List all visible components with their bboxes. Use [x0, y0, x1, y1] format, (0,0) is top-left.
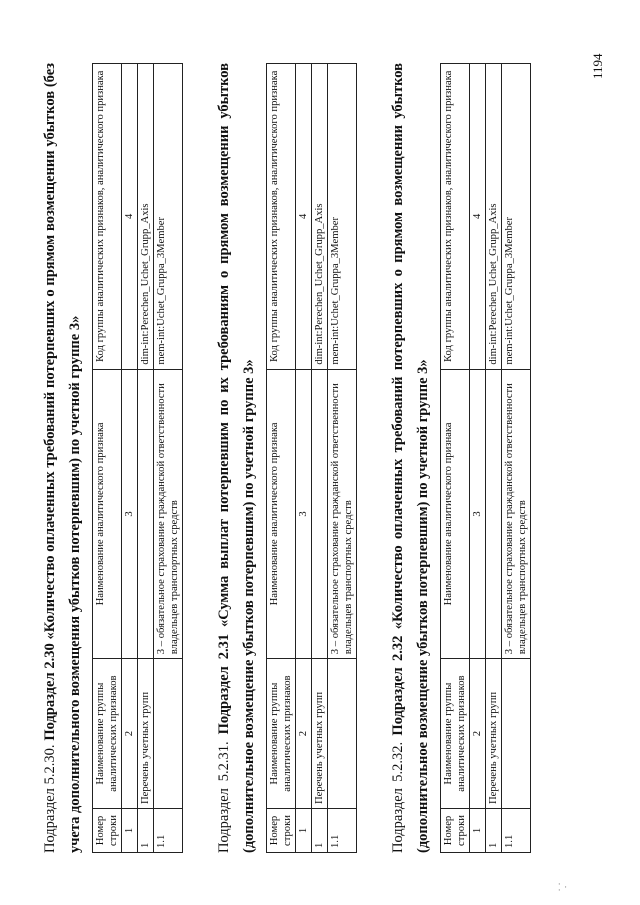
table-cell	[154, 659, 183, 809]
table-row	[486, 64, 502, 853]
table-row	[138, 64, 154, 853]
table-cell: 3 – обязательное страхование гражданской ответственности владельцев транспортных средств	[328, 369, 357, 659]
analytic-table	[92, 63, 183, 853]
table-header-row	[441, 64, 470, 853]
col-number: 3	[470, 369, 486, 659]
analytic-table	[440, 63, 531, 853]
table-cell	[328, 659, 357, 809]
table-cell: Перечень учетных групп	[138, 659, 154, 809]
col-number: 3	[296, 369, 312, 659]
header-cell: Номер строки	[267, 809, 296, 853]
col-number: 4	[296, 64, 312, 370]
table-cell: 1	[138, 809, 154, 853]
table-cell: Перечень учетных групп	[486, 659, 502, 809]
table-cell: 3 – обязательное страхование гражданской ответственности владельцев транспортных средств	[502, 369, 531, 659]
col-number: 3	[122, 369, 138, 659]
section-prefix: Подраздел 5.2.31.	[216, 741, 232, 853]
table-cell	[138, 369, 154, 659]
table-cell: 1.1	[502, 809, 531, 853]
table-cell: 1.1	[154, 809, 183, 853]
table-row	[502, 64, 531, 853]
table-row	[312, 64, 328, 853]
section-title: Подраздел 2.31 «Сумма выплат потерпевшим по их требованиям о прямом возмещении убытков (дополнительное возмещение убытков потерпевшим) по учетной группе 3»	[216, 63, 257, 853]
header-cell: Наименование аналитического признака	[93, 369, 122, 659]
table-cell: 3 – обязательное страхование гражданской ответственности владельцев транспортных средств	[154, 369, 183, 659]
table-cell	[502, 659, 531, 809]
col-number: 2	[470, 659, 486, 809]
table-cell: dim-int:Perechen_Uchet_Grupp_Axis	[312, 64, 328, 370]
header-cell: Наименование группы аналитических признаков	[441, 659, 470, 809]
column-number-row	[122, 64, 138, 853]
table-cell	[312, 369, 328, 659]
section-heading	[386, 63, 436, 853]
section-prefix: Подраздел 5.2.32.	[390, 741, 406, 853]
col-number: 1	[470, 809, 486, 853]
table-cell: mem-int:Uchet_Gruppa_3Member	[328, 64, 357, 370]
table-cell: dim-int:Perechen_Uchet_Grupp_Axis	[138, 64, 154, 370]
table-cell: 1	[312, 809, 328, 853]
header-cell: Наименование аналитического признака	[441, 369, 470, 659]
section-title: Подраздел 2.30 «Количество оплаченных требований потерпевших о прямом возмещении убытков (без учета дополнительного возмещения убытков потерпевшим) по учетной группе 3»	[42, 62, 83, 853]
table-cell: 1.1	[328, 809, 357, 853]
analytic-table	[266, 63, 357, 853]
section-5-2-32	[386, 63, 531, 853]
section-5-2-30	[38, 63, 183, 853]
section-title: Подраздел 2.32 «Количество оплаченных требований потерпевших о прямом возмещении убытков (дополнительное возмещение убытков потерпевшим) по учетной группе 3»	[390, 63, 431, 853]
table-row	[154, 64, 183, 853]
col-number: 2	[122, 659, 138, 809]
col-number: 4	[470, 64, 486, 370]
table-cell: dim-int:Perechen_Uchet_Grupp_Axis	[486, 64, 502, 370]
section-5-2-31	[212, 63, 357, 853]
table-cell: mem-int:Uchet_Gruppa_3Member	[154, 64, 183, 370]
section-heading	[212, 63, 262, 853]
section-prefix: Подраздел 5.2.30.	[42, 744, 58, 853]
header-cell: Наименование группы аналитических признаков	[267, 659, 296, 809]
column-number-row	[296, 64, 312, 853]
header-cell: Номер строки	[441, 809, 470, 853]
table-row	[328, 64, 357, 853]
table-cell	[486, 369, 502, 659]
col-number: 1	[296, 809, 312, 853]
header-cell: Наименование аналитического признака	[267, 369, 296, 659]
header-cell: Код группы аналитических признаков, аналитического признака	[441, 64, 470, 370]
header-cell: Код группы аналитических признаков, аналитического признака	[267, 64, 296, 370]
section-heading	[38, 63, 88, 853]
col-number: 2	[296, 659, 312, 809]
header-cell: Номер строки	[93, 809, 122, 853]
margin-mark: ⸪	[558, 882, 569, 891]
column-number-row	[470, 64, 486, 853]
table-cell: mem-int:Uchet_Gruppa_3Member	[502, 64, 531, 370]
header-cell: Наименование группы аналитических признаков	[93, 659, 122, 809]
col-number: 4	[122, 64, 138, 370]
table-header-row	[267, 64, 296, 853]
table-cell: Перечень учетных групп	[312, 659, 328, 809]
col-number: 1	[122, 809, 138, 853]
table-cell: 1	[486, 809, 502, 853]
header-cell: Код группы аналитических признаков, аналитического признака	[93, 64, 122, 370]
page-number: 1194	[590, 53, 605, 79]
table-header-row	[93, 64, 122, 853]
